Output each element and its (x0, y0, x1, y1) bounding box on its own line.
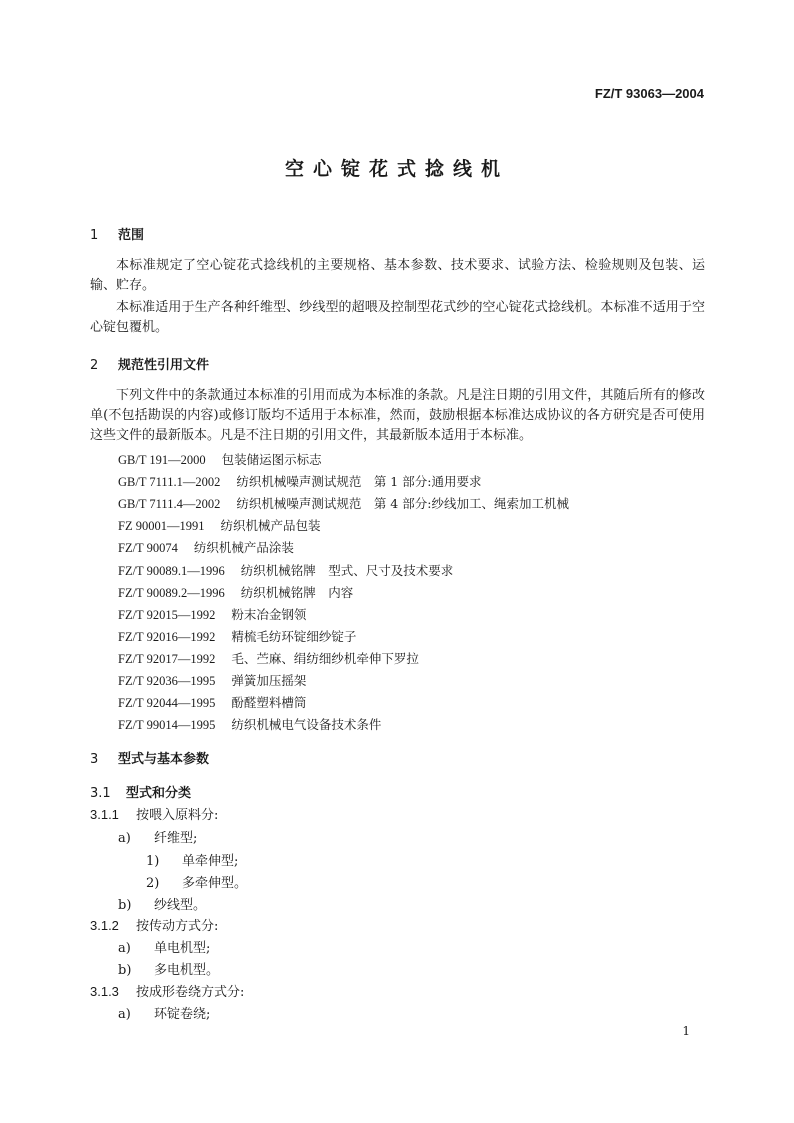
reference-code: FZ/T 92036—1995 (118, 674, 216, 688)
reference-code: GB/T 7111.1—2002 (118, 475, 221, 490)
list-text: 环锭卷绕; (154, 1007, 211, 1022)
reference-item (118, 715, 381, 733)
clause-text: 按传动方式分: (136, 919, 219, 934)
clause-number: 3.1.1 (90, 807, 119, 822)
section-3-heading (90, 748, 209, 767)
scope-paragraph-2: 本标准适用于生产各种纤维型、纱线型的超喂及控制型花式纱的空心锭花式捻线机。本标准不适用于空心锭包覆机。 (90, 300, 705, 335)
list-label: 1) (146, 854, 160, 869)
list-item-2 (146, 872, 247, 891)
reference-title: 纺织机械产品包装 (220, 518, 321, 534)
reference-title: 纺织机械铭牌 内容 (240, 584, 354, 600)
subsection-title: 型式和分类 (126, 786, 192, 801)
reference-item (118, 693, 306, 711)
reference-code: FZ/T 90089.2—1996 (118, 585, 225, 600)
reference-item (118, 671, 306, 689)
list-text: 单电机型; (154, 941, 211, 956)
clause-text: 按成形卷绕方式分: (136, 985, 245, 1000)
reference-title: 精梳毛纺环锭细纱锭子 (231, 628, 357, 644)
reference-code: FZ/T 92016—1992 (118, 629, 216, 644)
section-number: 3 (90, 752, 99, 767)
list-label: a) (118, 1007, 131, 1022)
reference-title: 纺织机械产品涂装 (193, 540, 294, 556)
clause-3-1-1 (90, 804, 218, 823)
reference-title: 包装储运图示标志 (221, 452, 322, 467)
reference-code: GB/T 7111.4—2002 (118, 497, 221, 512)
reference-item (118, 583, 353, 601)
list-item-1 (146, 850, 238, 869)
clause-text: 按喂入原料分: (136, 808, 219, 823)
section-number: 1 (90, 228, 99, 243)
section-title: 型式与基本参数 (118, 752, 210, 767)
list-item-b (118, 959, 219, 978)
reference-item (118, 494, 569, 512)
section-title: 规范性引用文件 (118, 358, 210, 373)
reference-item (118, 516, 320, 534)
scope-paragraph-1: 本标准规定了空心锭花式捻线机的主要规格、基本参数、技术要求、试验方法、检验规则及包装、运输、贮存。 (90, 258, 705, 293)
reference-code: GB/T 191—2000 (118, 453, 206, 467)
reference-title: 纺织机械铭牌 型式、尺寸及技术要求 (240, 562, 454, 578)
list-label: a) (118, 941, 131, 956)
reference-item (118, 561, 453, 579)
section-2-heading (90, 354, 209, 373)
section-number: 2 (90, 358, 99, 373)
reference-code: FZ/T 90089.1—1996 (118, 563, 225, 578)
reference-title: 纺织机械噪声测试规范 第 1 部分:通用要求 (236, 474, 482, 490)
list-item-b (118, 894, 206, 913)
reference-code: FZ 90001—1991 (118, 519, 205, 534)
reference-code: FZ/T 92017—1992 (118, 651, 216, 666)
reference-code: FZ/T 92044—1995 (118, 696, 216, 711)
subsection-number: 3.1 (90, 786, 111, 801)
list-label: 2) (146, 876, 160, 891)
list-item-a (118, 937, 210, 956)
clause-3-1-3 (90, 981, 244, 1000)
standard-code: FZ/T 93063—2004 (594, 86, 704, 101)
list-text: 多电机型。 (154, 963, 220, 978)
list-label: a) (118, 831, 131, 846)
section-1-heading (90, 224, 144, 243)
reference-item (118, 472, 481, 490)
list-label: b) (118, 963, 132, 978)
reference-code: FZ/T 92015—1992 (118, 607, 216, 622)
list-label: b) (118, 898, 132, 913)
list-text: 纤维型; (154, 831, 198, 846)
reference-code: FZ/T 99014—1995 (118, 718, 216, 733)
list-item-a (118, 1003, 210, 1022)
clause-3-1-2 (90, 915, 218, 934)
reference-item (118, 649, 419, 667)
subsection-3-1-heading (90, 782, 191, 801)
reference-title: 纺织机械噪声测试规范 第 4 部分:纱线加工、绳索加工机械 (236, 496, 569, 512)
page-title: 空心锭花式捻线机 (284, 158, 509, 180)
reference-code: FZ/T 90074 (118, 541, 178, 556)
list-text: 多牵伸型。 (182, 876, 248, 891)
reference-title: 纺织机械电气设备技术条件 (231, 717, 382, 733)
reference-title: 粉末冶金钢领 (231, 606, 307, 622)
reference-title: 毛、苎麻、绢纺细纱机牵伸下罗拉 (231, 650, 419, 666)
clause-number: 3.1.2 (90, 918, 119, 933)
list-text: 纱线型。 (154, 898, 207, 913)
references-intro: 下列文件中的条款通过本标准的引用而成为本标准的条款。凡是注日期的引用文件，其随后所有的修改单(不包括勘误的内容)或修订版均不适用于本标准，然而，鼓励根据本标准达成协议的各方研究是否可使用这些文件的最新版本。凡是不注日期的引用文件，其最新版本适用于本标准。 (90, 388, 705, 443)
clause-number: 3.1.3 (90, 984, 119, 999)
reference-item (118, 538, 294, 556)
reference-title: 酚醛塑料槽筒 (231, 695, 307, 711)
list-item-a (118, 827, 197, 846)
section-title: 范围 (118, 228, 145, 243)
page-number: 1 (682, 1024, 690, 1038)
reference-item (118, 605, 306, 623)
reference-item (118, 450, 322, 468)
reference-item (118, 627, 356, 645)
list-text: 单牵伸型; (182, 854, 239, 869)
reference-title: 弹簧加压摇架 (231, 673, 307, 688)
